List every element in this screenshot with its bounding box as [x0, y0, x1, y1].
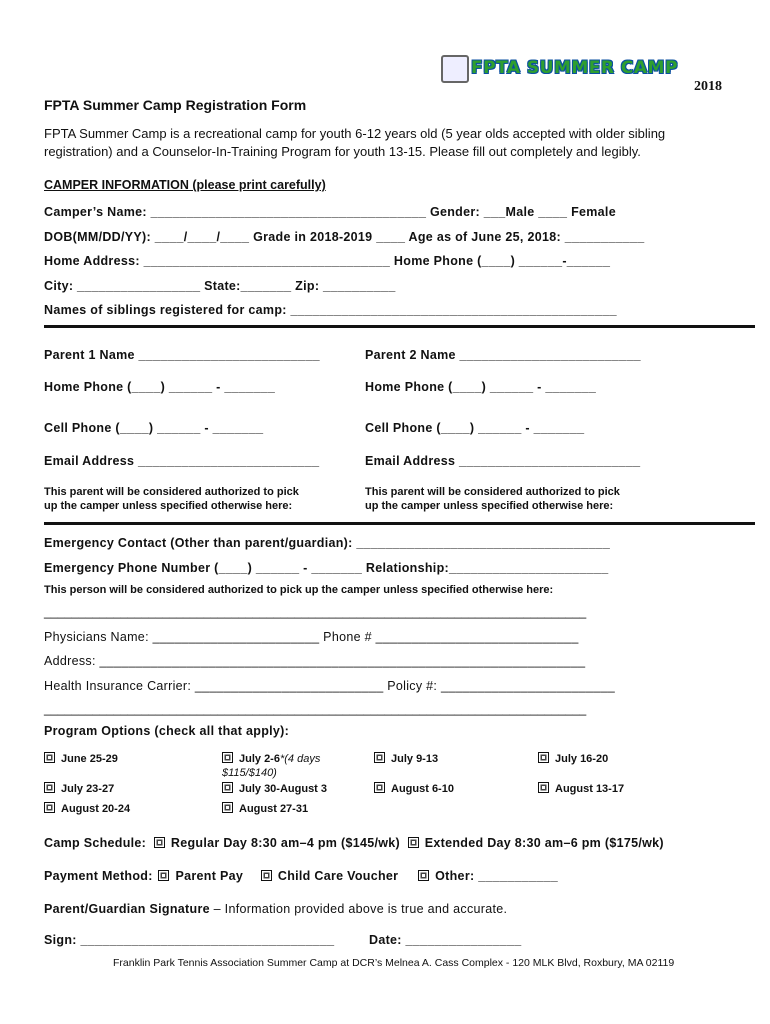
- footer-text: Franklin Park Tennis Association Summer Camp at DCR’s Melnea A. Cass Complex - 120 MLK Blvd, Roxbury, MA 02119: [113, 957, 675, 969]
- intro-text-line1: FPTA Summer Camp is a recreational camp for youth 6-12 years old (5 year olds accepted with older sibling: [44, 126, 666, 141]
- date-field[interactable]: Date: ________________: [369, 933, 522, 947]
- checkbox-icon[interactable]: [44, 802, 55, 813]
- siblings-field[interactable]: Names of siblings registered for camp: _____________________________________________: [44, 303, 617, 317]
- checkbox-icon[interactable]: [222, 802, 233, 813]
- physician-field[interactable]: Physicians Name: _______________________ Phone # ____________________________: [44, 630, 579, 644]
- signature-heading: Parent/Guardian Signature – Information provided above is true and accurate.: [44, 902, 508, 916]
- parent1-name-field[interactable]: Parent 1 Name _________________________: [44, 348, 320, 362]
- parent1-home-phone-field[interactable]: Home Phone (____) ______ - _______: [44, 380, 276, 394]
- parent1-email-field[interactable]: Email Address _________________________: [44, 454, 320, 468]
- extended-day-checkbox-icon[interactable]: [408, 837, 419, 848]
- camper-name-field[interactable]: Camper’s Name: ______________________________________ Gender: ___Male ____ Female: [44, 205, 616, 219]
- emergency-contact-field[interactable]: Emergency Contact (Other than parent/guardian): ___________________________________: [44, 536, 611, 550]
- checkbox-icon[interactable]: [374, 752, 385, 763]
- parent2-home-phone-field[interactable]: Home Phone (____) ______ - _______: [365, 380, 597, 394]
- option-july-9-13[interactable]: July 9-13: [374, 752, 438, 765]
- option-july-2-6[interactable]: July 2-6*(4 days: [222, 752, 320, 765]
- option-aug-6-10[interactable]: August 6-10: [374, 782, 454, 795]
- parent2-auth-line2: up the camper unless specified otherwise here:: [365, 500, 614, 512]
- parent1-cell-phone-field[interactable]: Cell Phone (____) ______ - _______: [44, 421, 264, 435]
- form-year: 2018: [694, 79, 722, 94]
- logo-emblem-icon: [441, 55, 469, 83]
- option-aug-20-24[interactable]: August 20-24: [44, 802, 130, 815]
- dob-grade-age-field[interactable]: DOB(MM/DD/YY): ____/____/____ Grade in 2018-2019 ____ Age as of June 25, 2018: ___________: [44, 230, 645, 244]
- option-aug-13-17[interactable]: August 13-17: [538, 782, 624, 795]
- parent2-name-field[interactable]: Parent 2 Name _________________________: [365, 348, 641, 362]
- checkbox-icon[interactable]: [222, 782, 233, 793]
- checkbox-icon[interactable]: [222, 752, 233, 763]
- regular-day-option[interactable]: Regular Day 8:30 am–4 pm ($145/wk): [170, 836, 400, 850]
- section-divider: [44, 522, 755, 525]
- home-address-field[interactable]: Home Address: __________________________________ Home Phone (____) ______-______: [44, 254, 611, 268]
- parent1-auth-line1: This parent will be considered authorized to pick: [44, 486, 299, 498]
- signature-field[interactable]: Sign: ___________________________________: [44, 933, 335, 947]
- intro-text-line2: registration) and a Counselor-In-Training Program for youth 13-15. Please fill out completely and legibly.: [44, 144, 641, 159]
- parent-pay-option[interactable]: Parent Pay: [175, 869, 244, 883]
- section-divider: [44, 325, 755, 328]
- camp-schedule-row: [44, 836, 664, 850]
- logo-text: FPTA SUMMER CAMP: [471, 58, 678, 78]
- emergency-auth-text: This person will be considered authorized to pick up the camper unless specified otherwise here:: [44, 584, 554, 596]
- program-options-title: Program Options (check all that apply):: [44, 724, 290, 738]
- checkbox-icon[interactable]: [538, 782, 549, 793]
- voucher-checkbox-icon[interactable]: [261, 870, 272, 881]
- regular-day-checkbox-icon[interactable]: [154, 837, 165, 848]
- parent-pay-checkbox-icon[interactable]: [158, 870, 169, 881]
- option-july-2-6-price: $115/$140): [222, 767, 277, 779]
- option-july-23-27[interactable]: July 23-27: [44, 782, 114, 795]
- emergency-auth-blank[interactable]: ______________________________________________________________________________: [44, 605, 587, 619]
- option-june-25-29[interactable]: June 25-29: [44, 752, 118, 765]
- camper-section-title: CAMPER INFORMATION (please print carefully): [44, 178, 326, 192]
- parent2-auth-line1: This parent will be considered authorized to pick: [365, 486, 620, 498]
- voucher-option[interactable]: Child Care Voucher: [277, 869, 399, 883]
- extended-day-option[interactable]: Extended Day 8:30 am–6 pm ($175/wk): [424, 836, 664, 850]
- parent2-email-field[interactable]: Email Address _________________________: [365, 454, 641, 468]
- checkbox-icon[interactable]: [44, 752, 55, 763]
- emergency-phone-field[interactable]: Emergency Phone Number (____) ______ - _______ Relationship:______________________: [44, 561, 609, 575]
- city-state-zip-field[interactable]: City: _________________ State:_______ Zip: __________: [44, 279, 396, 293]
- other-checkbox-icon[interactable]: [418, 870, 429, 881]
- payment-method-row: [44, 869, 558, 883]
- parent2-cell-phone-field[interactable]: Cell Phone (____) ______ - _______: [365, 421, 585, 435]
- option-july-30-aug-3[interactable]: July 30-August 3: [222, 782, 327, 795]
- checkbox-icon[interactable]: [538, 752, 549, 763]
- medical-blank-line[interactable]: ______________________________________________________________________________: [44, 702, 587, 716]
- page-title: FPTA Summer Camp Registration Form: [44, 97, 307, 113]
- parent1-auth-line2: up the camper unless specified otherwise here:: [44, 500, 293, 512]
- option-july-16-20[interactable]: July 16-20: [538, 752, 608, 765]
- insurance-field[interactable]: Health Insurance Carrier: __________________________ Policy #: ________________________: [44, 679, 615, 693]
- option-aug-27-31[interactable]: August 27-31: [222, 802, 308, 815]
- payment-method-label: Payment Method:: [44, 869, 153, 883]
- checkbox-icon[interactable]: [374, 782, 385, 793]
- checkbox-icon[interactable]: [44, 782, 55, 793]
- physician-address-field[interactable]: Address: ___________________________________________________________________: [44, 654, 586, 668]
- camp-schedule-label: Camp Schedule:: [44, 836, 147, 850]
- other-option[interactable]: Other: ___________: [435, 869, 558, 883]
